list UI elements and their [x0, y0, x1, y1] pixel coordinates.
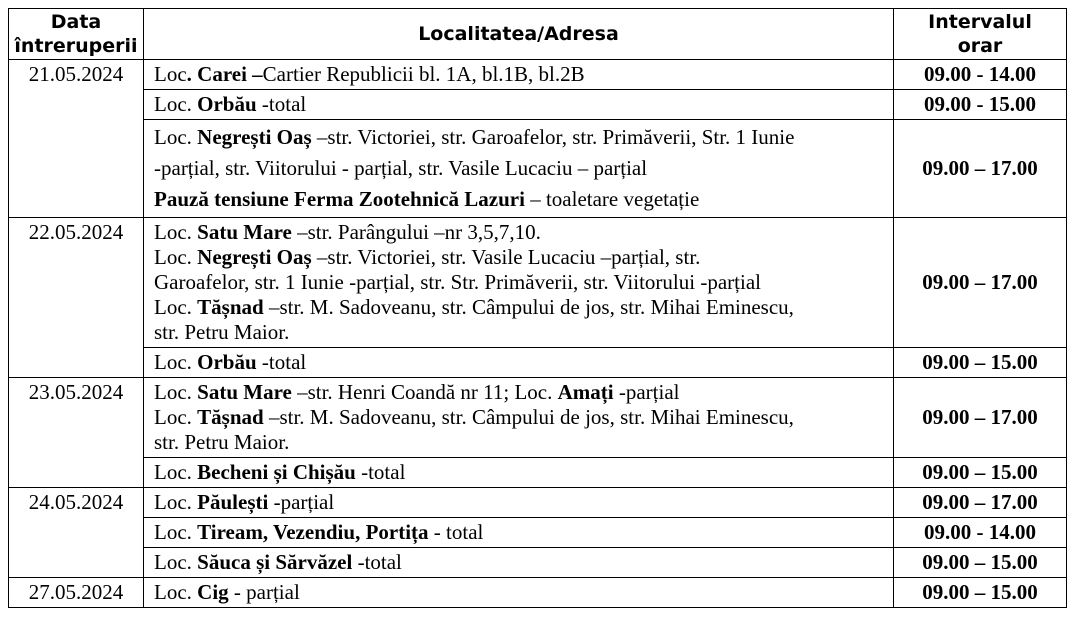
- locality-cell: [144, 90, 894, 120]
- locality-cell: [144, 378, 894, 458]
- locality-text-bold: Pauză tensiune Ferma Zootehnică Lazuri: [154, 187, 525, 211]
- locality-text: Cartier Republicii bl. 1A, bl.1B, bl.2B: [262, 62, 585, 86]
- locality-line: [154, 62, 887, 87]
- locality-text: Loc.: [154, 245, 198, 269]
- locality-text: Loc.: [154, 550, 198, 574]
- locality-line: [154, 430, 887, 455]
- table-row: [9, 60, 1067, 90]
- locality-cell: [144, 458, 894, 488]
- col-header-date-line1: Data: [50, 11, 102, 33]
- table-row: [9, 518, 1067, 548]
- locality-text-bold: Negrești Oaș: [197, 125, 312, 149]
- locality-text: -parțial: [613, 380, 680, 404]
- locality-text: str. Petru Maior.: [154, 430, 290, 454]
- locality-text: Loc.: [154, 380, 198, 404]
- locality-text: - total: [428, 520, 484, 544]
- interval-cell: 09.00 - 14.00: [894, 60, 1067, 90]
- locality-line: [154, 245, 887, 270]
- locality-text: Loc.: [154, 580, 198, 604]
- locality-text: –str. Henri Coandă nr 11; Loc.: [291, 380, 558, 404]
- locality-text: -total: [256, 350, 307, 374]
- col-header-locality: [144, 9, 894, 60]
- schedule-table-body: [9, 60, 1067, 608]
- locality-text: Loc.: [154, 350, 198, 374]
- locality-text-bold: Tășnad: [197, 295, 264, 319]
- locality-cell: [144, 218, 894, 348]
- locality-text: Loc.: [154, 520, 198, 544]
- col-header-locality-line1: Localitatea/Adresa: [418, 23, 619, 45]
- locality-text: Loc.: [154, 220, 198, 244]
- locality-line: [154, 405, 887, 430]
- locality-text-bold: . Carei –: [186, 62, 263, 86]
- locality-text-bold: Tiream, Vezendiu, Portița: [197, 520, 429, 544]
- interval-cell: 09.00 – 17.00: [894, 488, 1067, 518]
- interval-cell: 09.00 – 15.00: [894, 458, 1067, 488]
- locality-text: -parțial, str. Viitorului - parțial, str. Vasile Lucaciu – parțial: [154, 156, 648, 180]
- locality-text: -total: [256, 92, 307, 116]
- locality-text: Loc.: [154, 295, 198, 319]
- interval-cell: 09.00 – 15.00: [894, 578, 1067, 608]
- locality-line: [154, 122, 887, 153]
- locality-text-bold: Tășnad: [197, 405, 264, 429]
- locality-text-bold: Becheni și Chișău: [197, 460, 356, 484]
- date-cell: 27.05.2024: [9, 578, 144, 608]
- interval-cell: 09.00 – 17.00: [894, 218, 1067, 348]
- table-row: [9, 578, 1067, 608]
- locality-text: Loc.: [154, 460, 198, 484]
- date-cell: 21.05.2024: [9, 60, 144, 218]
- locality-text: -parțial: [268, 490, 335, 514]
- locality-cell: [144, 518, 894, 548]
- locality-line: [154, 580, 887, 605]
- locality-text: - parțial: [228, 580, 300, 604]
- interval-cell: 09.00 – 15.00: [894, 348, 1067, 378]
- locality-text-bold: Satu Mare: [197, 220, 292, 244]
- locality-text: Loc.: [154, 92, 198, 116]
- locality-text: –str. Victoriei, str. Garoafelor, str. Primăverii, Str. 1 Iunie: [311, 125, 795, 149]
- locality-line: [154, 270, 887, 295]
- locality-text-bold: Păulești: [197, 490, 269, 514]
- locality-text: – toaletare vegetație: [524, 187, 700, 211]
- table-row: [9, 458, 1067, 488]
- locality-line: [154, 295, 887, 320]
- locality-cell: [144, 548, 894, 578]
- locality-text-bold: Săuca și Sărvăzel: [197, 550, 353, 574]
- locality-text-bold: Amați: [557, 380, 614, 404]
- locality-text: str. Petru Maior.: [154, 320, 290, 344]
- col-header-date: [9, 9, 144, 60]
- table-row: [9, 120, 1067, 218]
- locality-text: Loc.: [154, 490, 198, 514]
- date-cell: 23.05.2024: [9, 378, 144, 488]
- locality-text: Garoafelor, str. 1 Iunie -parțial, str. Str. Primăverii, str. Viitorului -parțial: [154, 270, 761, 294]
- locality-text: Loc.: [154, 125, 198, 149]
- table-row: [9, 90, 1067, 120]
- table-row: [9, 378, 1067, 458]
- locality-cell: [144, 60, 894, 90]
- col-header-interval-line2: orar: [957, 35, 1003, 57]
- locality-cell: [144, 348, 894, 378]
- locality-line: [154, 550, 887, 575]
- locality-text: –str. Parângului –nr 3,5,7,10.: [291, 220, 541, 244]
- locality-text: –str. M. Sadoveanu, str. Câmpului de jos, str. Mihai Eminescu,: [263, 405, 794, 429]
- locality-line: [154, 520, 887, 545]
- interval-cell: 09.00 – 15.00: [894, 548, 1067, 578]
- locality-cell: [144, 488, 894, 518]
- locality-text-bold: Orbău: [197, 350, 257, 374]
- locality-text-bold: Orbău: [197, 92, 257, 116]
- col-header-interval: [894, 9, 1067, 60]
- table-row: [9, 488, 1067, 518]
- col-header-interval-line1: Intervalul: [928, 11, 1032, 33]
- header-row: [9, 9, 1067, 60]
- outage-schedule-table: [8, 8, 1067, 608]
- locality-line: [154, 320, 887, 345]
- locality-text: Loc.: [154, 405, 198, 429]
- locality-line: [154, 460, 887, 485]
- locality-text: -total: [352, 550, 402, 574]
- locality-text-bold: Cig: [197, 580, 229, 604]
- locality-line: [154, 380, 887, 405]
- table-row: [9, 548, 1067, 578]
- locality-text: –str. M. Sadoveanu, str. Câmpului de jos, str. Mihai Eminescu,: [263, 295, 794, 319]
- interval-cell: 09.00 - 14.00: [894, 518, 1067, 548]
- locality-line: [154, 220, 887, 245]
- col-header-date-line2: întreruperii: [14, 35, 138, 57]
- locality-line: [154, 92, 887, 117]
- locality-line: [154, 153, 887, 184]
- locality-cell: [144, 578, 894, 608]
- locality-text-bold: Satu Mare: [197, 380, 292, 404]
- locality-text: -total: [355, 460, 406, 484]
- table-row: [9, 348, 1067, 378]
- interval-cell: 09.00 – 17.00: [894, 378, 1067, 458]
- date-cell: 24.05.2024: [9, 488, 144, 578]
- date-cell: 22.05.2024: [9, 218, 144, 378]
- locality-text: Loc: [154, 62, 187, 86]
- locality-line: [154, 490, 887, 515]
- table-row: [9, 218, 1067, 348]
- locality-line: [154, 184, 887, 215]
- locality-text: –str. Victoriei, str. Vasile Lucaciu –parțial, str.: [311, 245, 701, 269]
- interval-cell: 09.00 – 17.00: [894, 120, 1067, 218]
- interval-cell: 09.00 - 15.00: [894, 90, 1067, 120]
- locality-text-bold: Negrești Oaș: [197, 245, 312, 269]
- locality-line: [154, 350, 887, 375]
- locality-cell: [144, 120, 894, 218]
